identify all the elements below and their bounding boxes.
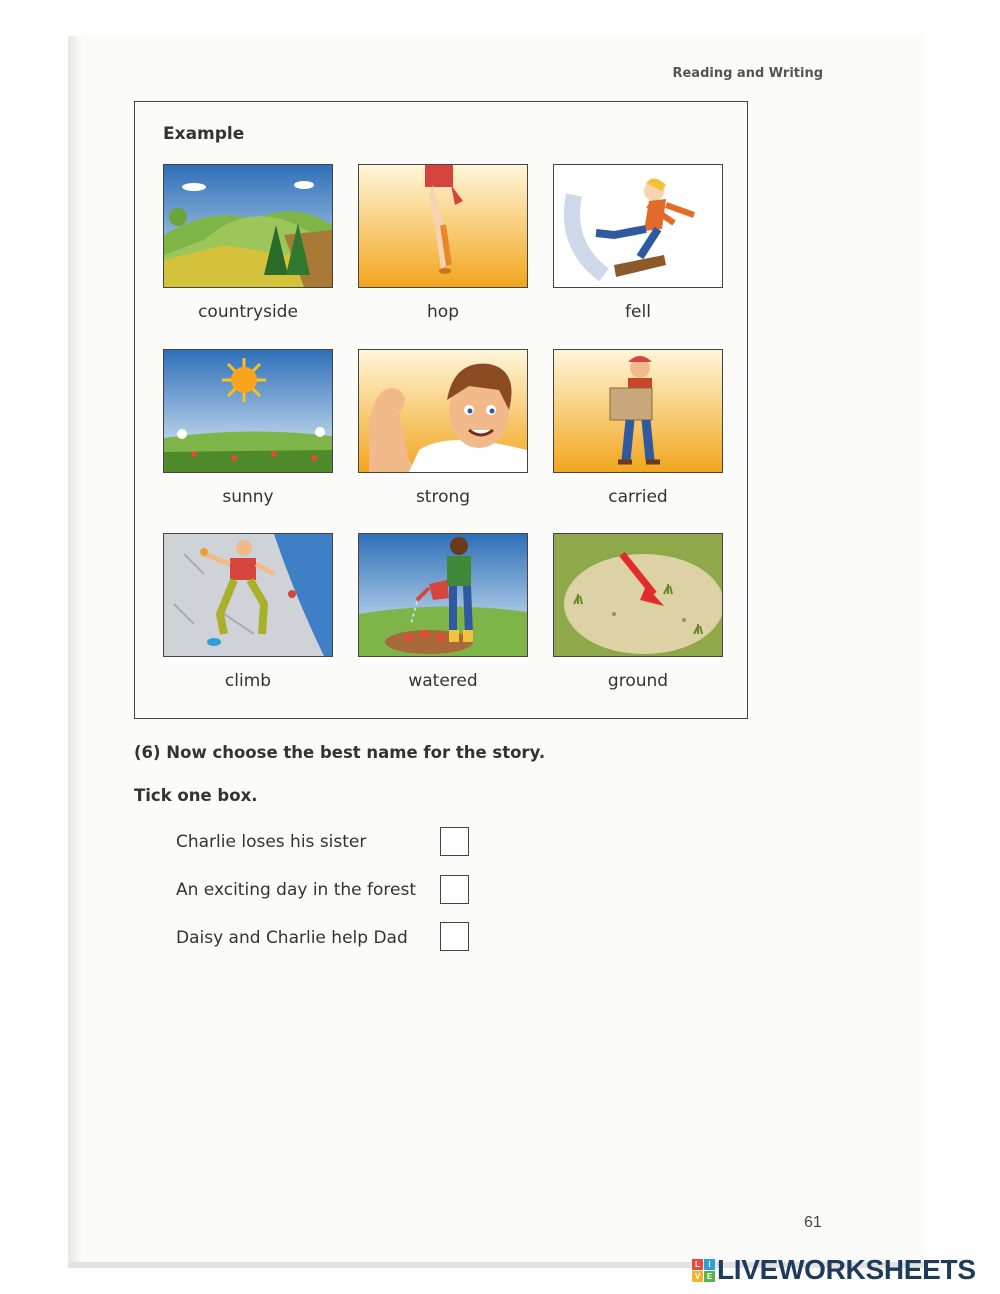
strong-picture xyxy=(358,349,528,473)
picture-word: strong xyxy=(415,487,471,507)
example-box xyxy=(134,101,748,719)
logo-letter: V xyxy=(692,1271,703,1282)
tick-box-option-1[interactable] xyxy=(440,827,469,856)
watered-picture xyxy=(358,533,528,657)
option-label-3: Daisy and Charlie help Dad xyxy=(176,928,408,948)
option-label-1: Charlie loses his sister xyxy=(176,832,367,852)
picture-card-watered xyxy=(358,533,528,691)
picture-word: hop xyxy=(427,302,459,322)
picture-word: climb xyxy=(224,671,272,691)
picture-card-sunny xyxy=(163,349,333,507)
section-header: Reading and Writing xyxy=(672,66,823,81)
countryside-picture xyxy=(163,164,333,288)
tick-box-option-2[interactable] xyxy=(440,875,469,904)
picture-word: fell xyxy=(625,302,651,322)
picture-word: ground xyxy=(607,671,669,691)
picture-word: watered xyxy=(408,671,478,691)
question-text: (6) Now choose the best name for the story. xyxy=(134,743,546,762)
liveworksheets-wordmark: LIVEWORKSHEETS xyxy=(717,1254,976,1285)
fell-picture xyxy=(553,164,723,288)
picture-word: carried xyxy=(608,487,668,507)
picture-word: sunny xyxy=(222,487,274,507)
page-edge-shadow xyxy=(68,36,82,1268)
picture-card-strong xyxy=(358,349,528,507)
logo-letter: I xyxy=(704,1259,715,1270)
picture-word: countryside xyxy=(198,302,298,322)
example-label: Example xyxy=(163,124,245,144)
page-number: 61 xyxy=(804,1214,822,1231)
carried-picture xyxy=(553,349,723,473)
picture-card-hop xyxy=(358,164,528,322)
ground-picture xyxy=(553,533,723,657)
question-instruction: Tick one box. xyxy=(134,786,258,805)
liveworksheets-logo-icon xyxy=(692,1259,715,1282)
picture-card-fell xyxy=(553,164,723,322)
liveworksheets-brand xyxy=(692,1254,976,1286)
climb-picture xyxy=(163,533,333,657)
picture-card-ground xyxy=(553,533,723,691)
logo-letter: L xyxy=(692,1259,703,1270)
logo-letter: E xyxy=(704,1271,715,1282)
picture-card-countryside xyxy=(163,164,333,322)
picture-card-climb xyxy=(163,533,333,691)
tick-box-option-3[interactable] xyxy=(440,922,469,951)
option-label-2: An exciting day in the forest xyxy=(176,880,417,900)
sunny-picture xyxy=(163,349,333,473)
picture-card-carried xyxy=(553,349,723,507)
hop-picture xyxy=(358,164,528,288)
